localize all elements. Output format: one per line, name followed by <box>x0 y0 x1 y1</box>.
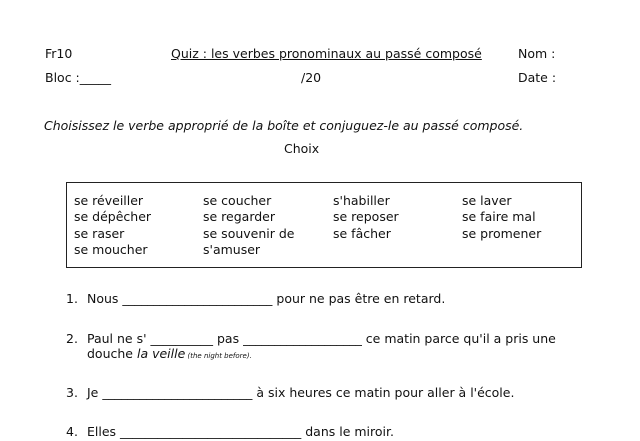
question-text: Elles _____________________________ dans le miroir. <box>87 424 394 439</box>
verb-choice: se regarder <box>203 209 276 224</box>
question-text: Paul ne s' __________ pas ___________________ ce matin parce qu'il a pris une <box>87 331 556 346</box>
verb-choice: se promener <box>462 226 542 241</box>
choices-heading: Choix <box>284 141 320 156</box>
question-number: 3. <box>66 385 78 400</box>
italic-phrase: la veille <box>136 346 186 361</box>
quiz-title: Quiz : les verbes pronominaux au passé composé <box>171 46 482 61</box>
verb-choice: se laver <box>462 193 512 208</box>
verb-choice: se dépêcher <box>74 209 152 224</box>
verb-choice: se coucher <box>203 193 272 208</box>
verb-choice: se réveiller <box>74 193 144 208</box>
question-text: Je ________________________ à six heures ce matin pour aller à l'école. <box>87 385 515 400</box>
verb-choice: s'habiller <box>333 193 390 208</box>
question-text: Nous ________________________ pour ne pas être en retard. <box>87 291 446 306</box>
translation-note: (the night before). <box>185 352 252 360</box>
verb-choice: se moucher <box>74 242 148 257</box>
instructions: Choisissez le verbe approprié de la boîte et conjuguez-le au passé composé. <box>44 118 524 133</box>
score-label: /20 <box>301 70 322 85</box>
question-continuation <box>87 346 252 361</box>
question-text-start: douche <box>87 346 137 361</box>
question-number: 4. <box>66 424 78 439</box>
verb-choice: se fâcher <box>333 226 391 241</box>
course-code: Fr10 <box>45 46 73 61</box>
verb-choice: se raser <box>74 226 125 241</box>
verb-choice: se reposer <box>333 209 399 224</box>
verb-choice: s'amuser <box>203 242 261 257</box>
question-number: 1. <box>66 291 78 306</box>
question-number: 2. <box>66 331 78 346</box>
verb-choice: se souvenir de <box>203 226 295 241</box>
verb-choice: se faire mal <box>462 209 536 224</box>
name-label: Nom : <box>518 46 556 61</box>
verb-choices-box <box>66 182 582 268</box>
date-label: Date : <box>518 70 557 85</box>
bloc-label: Bloc :_____ <box>45 70 112 85</box>
